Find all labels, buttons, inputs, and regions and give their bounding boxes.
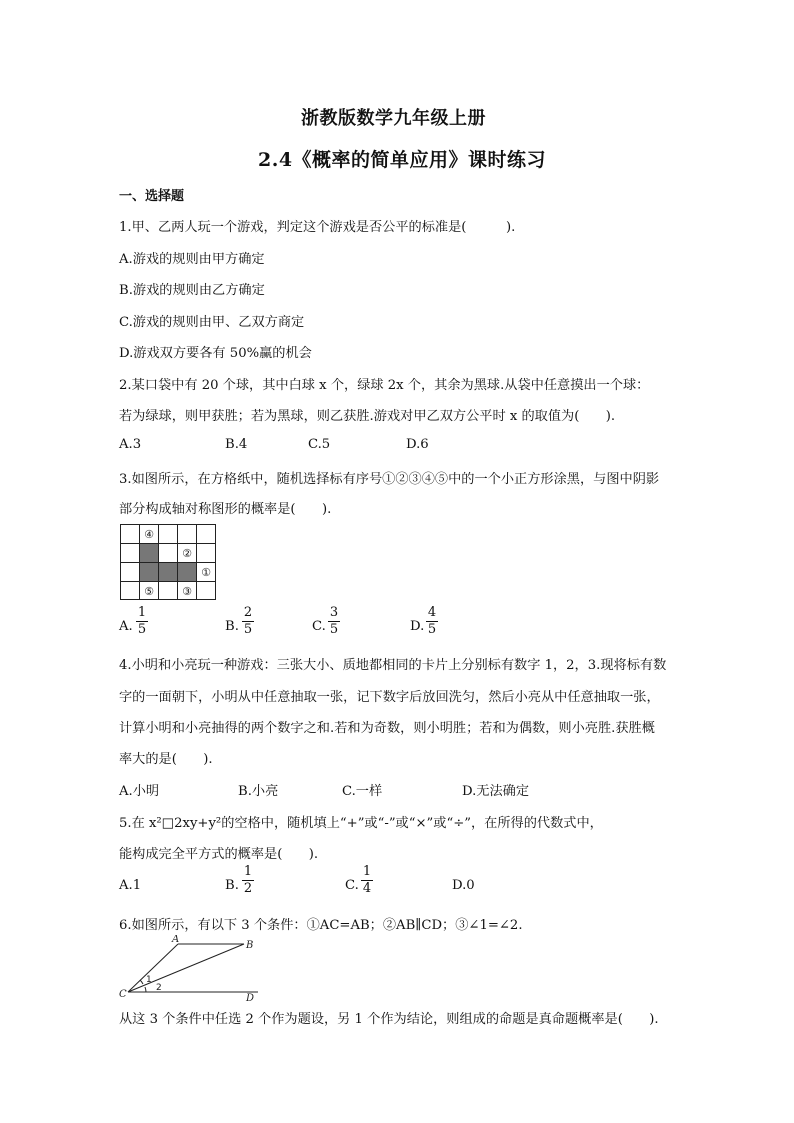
q3-option-d-label: D. xyxy=(410,619,425,634)
q5-option-c-fraction: $\frac{1}{4}$ xyxy=(362,864,372,896)
q5-stem-line2: 能构成完全平方式的概率是( ). xyxy=(119,847,319,862)
q3-option-d-fraction: $\frac{4}{5}$ xyxy=(427,605,437,637)
q3-option-c-label: C. xyxy=(312,619,326,634)
q5-option-d: D.0 xyxy=(452,878,475,893)
q5-option-a: A.1 xyxy=(119,878,142,893)
point-a-label: A xyxy=(172,935,180,945)
q3-stem-line1: 3.如图所示，在方格纸中，随机选择标有序号①②③④⑤中的一个小正方形涂黑，与图中阴影 xyxy=(119,472,660,487)
q4-stem-line1: 4.小明和小亮玩一种游戏：三张大小、质地都相同的卡片上分别标有数字 1，2，3.现将标有数 xyxy=(119,658,667,673)
q6-stem-line1: 6.如图所示，有以下 3 个条件：①AC=AB；②AB∥CD；③∠1=∠2. xyxy=(119,918,523,933)
point-d-label: D xyxy=(246,993,255,1001)
angle-1-label: 1 xyxy=(146,975,152,985)
q2-stem-line1: 2.某口袋中有 20 个球，其中白球 x 个，绿球 2x 个，其余为黑球.从袋中任意摸出一个球： xyxy=(119,378,650,393)
grid-label-3: ③ xyxy=(182,585,192,598)
shaded-cell xyxy=(178,563,196,581)
q4-stem-line2: 字的一面朝下，小明从中任意抽取一张，记下数字后放回洗匀，然后小亮从中任意抽取一张， xyxy=(119,690,660,705)
q1-option-d: D.游戏双方要各有 50%赢的机会 xyxy=(119,346,312,361)
grid-label-5: ⑤ xyxy=(144,585,154,598)
q2-option-a: A.3 xyxy=(119,437,142,452)
q4-stem-line3: 计算小明和小亮抽得的两个数字之和.若和为奇数，则小明胜；若和为偶数，则小亮胜.获胜概 xyxy=(119,721,655,736)
q1-option-b: B.游戏的规则由乙方确定 xyxy=(119,283,265,298)
angle-2-arc xyxy=(145,987,146,992)
q1-stem: 1.甲、乙两人玩一个游戏，判定这个游戏是否公平的标准是( ). xyxy=(119,220,516,235)
q2-stem-line2: 若为绿球，则甲获胜；若为黑球，则乙获胜.游戏对甲乙双方公平时 x 的取值为( ). xyxy=(119,409,616,424)
q3-option-b-fraction: $\frac{2}{5}$ xyxy=(243,605,253,637)
angle-2-label: 2 xyxy=(156,983,162,993)
q3-option-c-fraction: $\frac{3}{5}$ xyxy=(329,605,339,637)
q5-option-b-label: B. xyxy=(225,878,239,893)
q3-stem-line2: 部分构成轴对称图形的概率是( ). xyxy=(119,502,332,517)
point-c-label: C xyxy=(119,989,127,1000)
grid-label-4: ④ xyxy=(144,528,154,541)
q4-option-d: D.无法确定 xyxy=(462,784,530,799)
q3-option-b-label: B. xyxy=(225,619,239,634)
q4-option-a: A.小明 xyxy=(119,784,160,799)
q5-stem-line1: 5.在 x²□2xy+y²的空格中，随机填上“+”或“-”或“×”或“÷”，在所得的代数式中， xyxy=(119,816,603,831)
shaded-cell xyxy=(159,563,177,581)
q3-option-a-label: A. xyxy=(119,619,133,634)
q6-geometry-figure xyxy=(118,935,268,1005)
q2-option-c: C.5 xyxy=(308,437,331,452)
point-b-label: B xyxy=(246,940,254,951)
angle-1-arc xyxy=(140,980,143,984)
q5-option-b-fraction: $\frac{1}{2}$ xyxy=(243,864,253,896)
q6-stem-line2: 从这 3 个条件中任选 2 个作为题设，另 1 个作为结论，则组成的命题是真命题概率是( ). xyxy=(119,1012,659,1027)
q5-option-c-label: C. xyxy=(345,878,359,893)
page-title: 浙教版数学九年级上册 xyxy=(301,108,486,129)
q2-option-b: B.4 xyxy=(225,437,248,452)
q2-option-d: D.6 xyxy=(406,437,429,452)
shaded-cell xyxy=(140,563,158,581)
q4-option-c: C.一样 xyxy=(342,784,383,799)
grid-label-2: ② xyxy=(182,547,192,560)
q1-option-a: A.游戏的规则由甲方确定 xyxy=(119,252,265,267)
q3-option-a-fraction: $\frac{1}{5}$ xyxy=(137,605,147,637)
q1-option-c: C.游戏的规则由甲、乙双方商定 xyxy=(119,315,305,330)
page-subtitle: 2.4《概率的简单应用》课时练习 xyxy=(258,149,547,171)
segment-ca xyxy=(128,944,178,992)
grid-label-1: ① xyxy=(201,566,211,579)
shaded-cell xyxy=(140,544,158,562)
section-title: 一、选择题 xyxy=(119,189,185,204)
q4-option-b: B.小亮 xyxy=(238,784,279,799)
q3-grid-figure xyxy=(120,524,216,604)
q4-stem-line4: 率大的是( ). xyxy=(119,752,213,767)
